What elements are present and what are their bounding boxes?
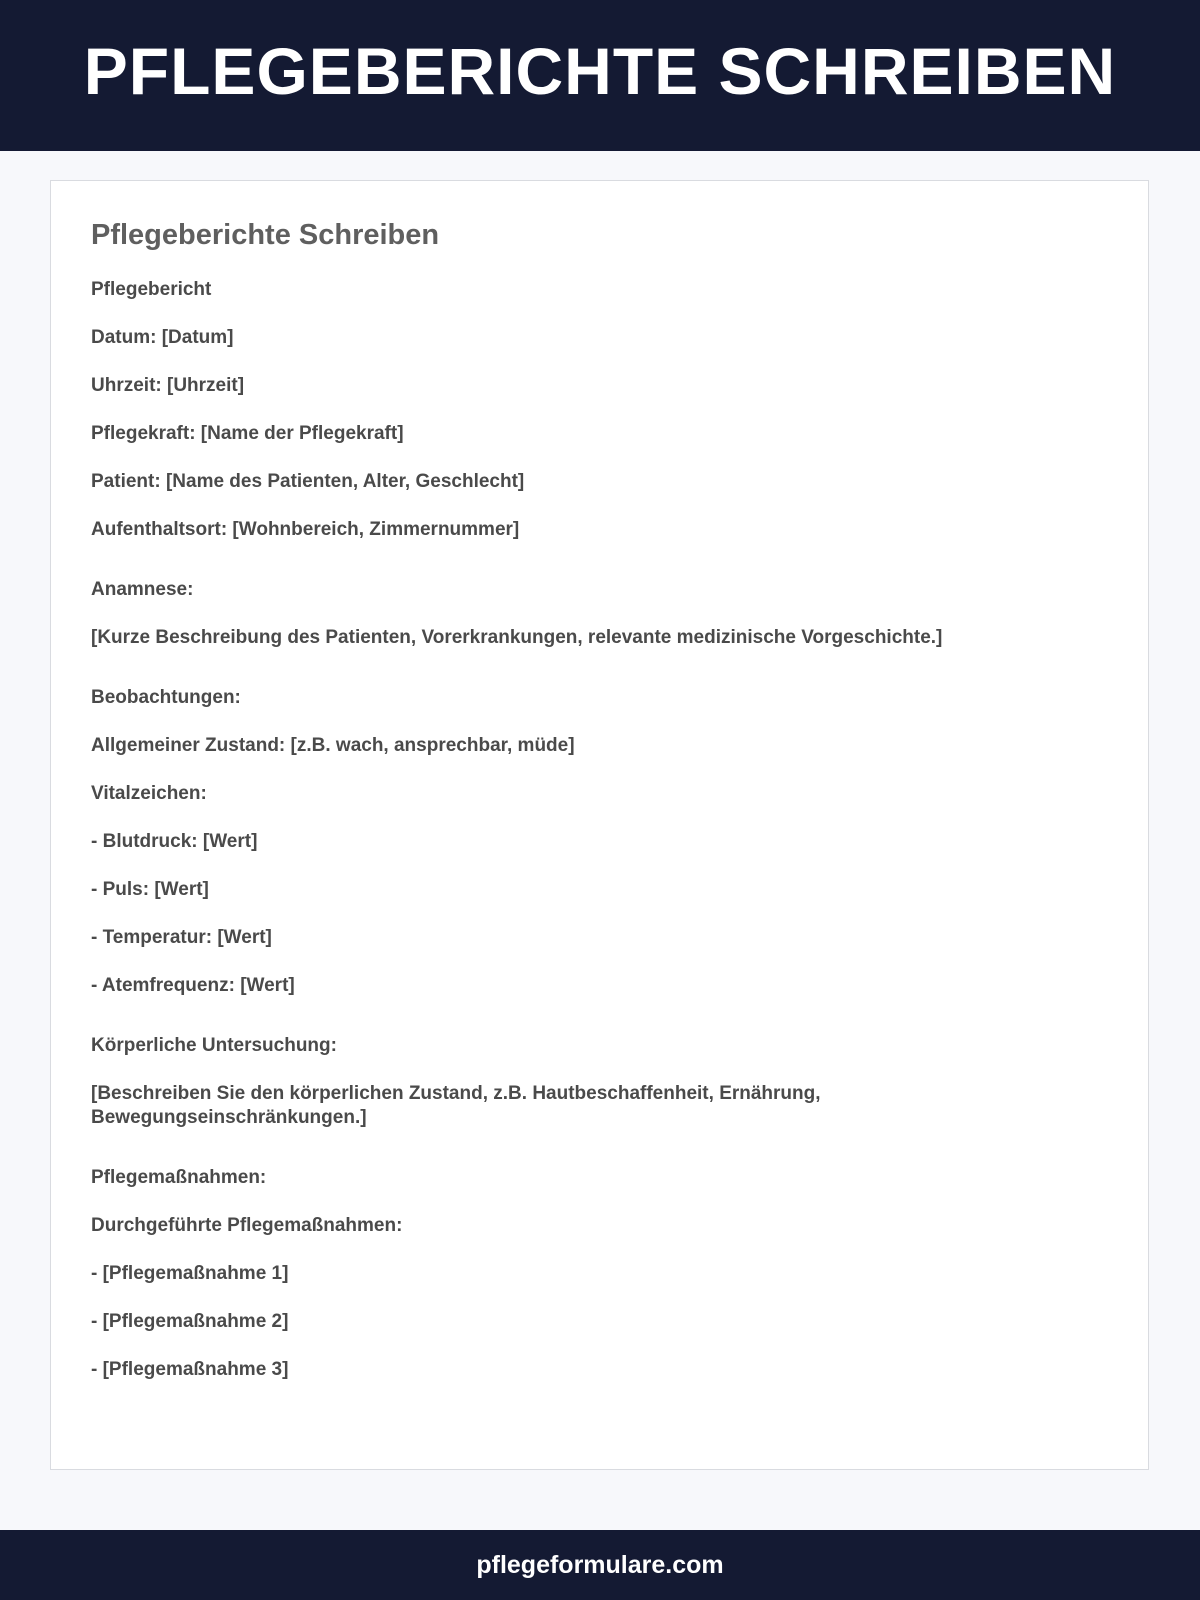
vital-signs-heading: Vitalzeichen: bbox=[91, 783, 207, 804]
vital-sign-item: - Puls: [Wert] bbox=[91, 879, 209, 900]
header-title: PFLEGEBERICHTE SCHREIBEN bbox=[83, 33, 1117, 108]
document-card bbox=[50, 180, 1149, 1470]
date-field: Datum: [Datum] bbox=[91, 327, 234, 348]
anamnesis-text: [Kurze Beschreibung des Patienten, Vorerkrankungen, relevante medizinische Vorgeschichte.] bbox=[91, 627, 943, 648]
vital-sign-item: - Blutdruck: [Wert] bbox=[91, 831, 258, 852]
vital-sign-item: - Temperatur: [Wert] bbox=[91, 927, 272, 948]
care-measures-heading: Pflegemaßnahmen: bbox=[91, 1167, 267, 1188]
footer-site-link[interactable]: pflegeformulare.com bbox=[476, 1550, 724, 1579]
vital-sign-item: - Atemfrequenz: [Wert] bbox=[91, 975, 295, 996]
care-measure-item: - [Pflegemaßnahme 1] bbox=[91, 1263, 289, 1284]
time-field: Uhrzeit: [Uhrzeit] bbox=[91, 375, 245, 396]
observations-heading: Beobachtungen: bbox=[91, 687, 241, 708]
general-condition: Allgemeiner Zustand: [z.B. wach, ansprechbar, müde] bbox=[91, 735, 575, 756]
examination-heading: Körperliche Untersuchung: bbox=[91, 1035, 337, 1056]
examination-text-line-2: Bewegungseinschränkungen.] bbox=[91, 1107, 367, 1128]
examination-text-line-1: [Beschreiben Sie den körperlichen Zustand, z.B. Hautbeschaffenheit, Ernährung, bbox=[91, 1083, 821, 1104]
location-field: Aufenthaltsort: [Wohnbereich, Zimmernummer] bbox=[91, 519, 520, 540]
page-header bbox=[0, 0, 1200, 151]
patient-field: Patient: [Name des Patienten, Alter, Geschlecht] bbox=[91, 471, 525, 492]
nurse-field: Pflegekraft: [Name der Pflegekraft] bbox=[91, 423, 404, 444]
page-footer bbox=[0, 1530, 1200, 1600]
anamnesis-heading: Anamnese: bbox=[91, 579, 194, 600]
care-measure-item: - [Pflegemaßnahme 3] bbox=[91, 1359, 289, 1380]
report-heading: Pflegebericht bbox=[91, 279, 212, 300]
performed-measures-heading: Durchgeführte Pflegemaßnahmen: bbox=[91, 1215, 403, 1236]
document-title: Pflegeberichte Schreiben bbox=[91, 219, 440, 251]
care-measure-item: - [Pflegemaßnahme 2] bbox=[91, 1311, 289, 1332]
